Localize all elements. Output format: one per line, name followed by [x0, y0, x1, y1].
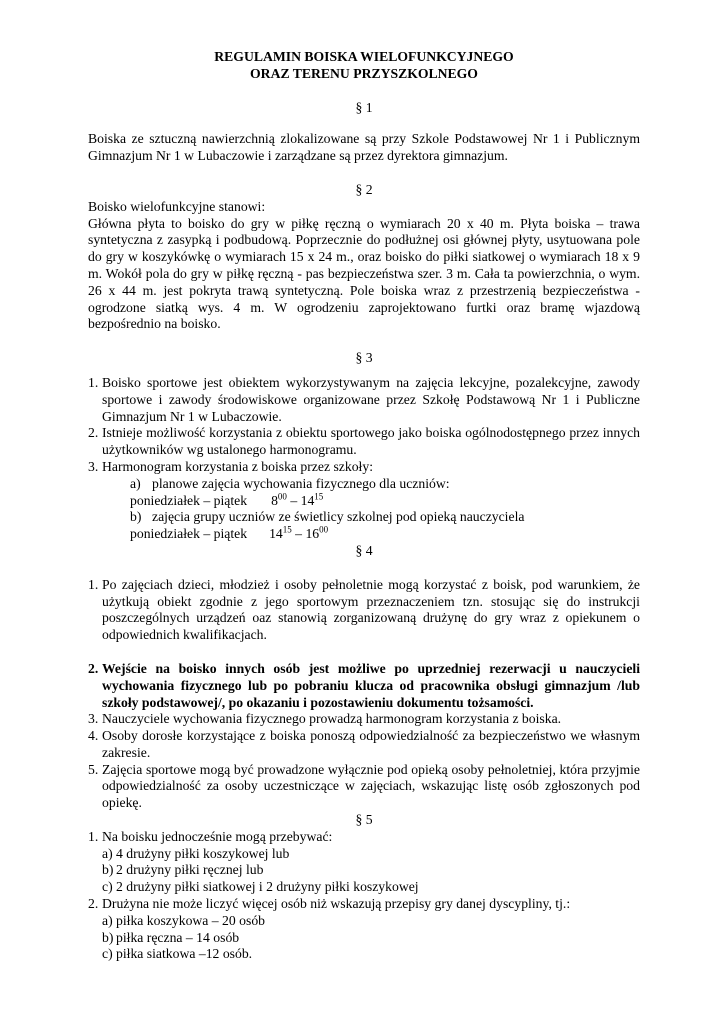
sub-item — [88, 930, 640, 947]
schedule-item-a — [130, 476, 640, 493]
time-from-minutes: 15 — [282, 524, 292, 535]
schedule-days: poniedziałek – piątek — [130, 492, 248, 508]
item-number: 1. — [88, 576, 99, 592]
list-item — [88, 728, 640, 762]
item-text: Zajęcia sportowe mogą być prowadzone wyłącznie pod opieką osoby pełnoletniej, która przyjmie odpowiedzialność za osoby uczestniczące w zajęciach, wskazując listę osób zgłoszonych pod opiekę. — [102, 761, 640, 811]
sub-text: 2 drużyny piłki ręcznej lub — [116, 862, 264, 878]
list-spacer — [88, 644, 640, 661]
sub-item — [88, 946, 640, 963]
sub-item — [88, 862, 640, 879]
title-line-2: ORAZ TERENU PRZYSZKOLNEGO — [250, 65, 478, 81]
sub-label: a) — [102, 912, 113, 928]
sub-label: b) — [102, 862, 114, 878]
section-5-list-2 — [88, 896, 640, 913]
sub-text: 4 drużyny piłki koszykowej lub — [116, 845, 290, 861]
schedule-days: poniedziałek – piątek — [130, 526, 248, 542]
item-number: 3. — [88, 711, 99, 727]
time-dash: – — [290, 492, 298, 508]
schedule-time-b — [130, 526, 640, 543]
schedule-label: b) — [130, 509, 142, 525]
time-from: 14 — [269, 526, 283, 542]
item-number: 2. — [88, 896, 99, 912]
item-text: Na boisku jednocześnie mogą przebywać: — [102, 828, 333, 844]
section-5-heading: § 5 — [355, 812, 373, 828]
section-5-list — [88, 829, 640, 846]
section-3-list — [88, 375, 640, 476]
item-text: Po zajęciach dzieci, młodzież i osoby pełnoletnie mogą korzystać z boisk, pod warunkiem, że użytkują obiekt zgodnie z jego sportowym przeznaczeniem tzn. stosując się do instrukcji poszczególnych urządzeń oaz stanowią zorganizowaną drużynę do gry wraz z opiekunem o odpowiednich kwalifikacjach. — [102, 576, 640, 643]
list-item — [88, 711, 640, 728]
list-item — [88, 577, 640, 644]
list-item — [88, 661, 640, 711]
sub-text: piłka koszykowa – 20 osób — [116, 912, 266, 928]
sub-label: a) — [102, 845, 113, 861]
section-1-text: Boiska ze sztuczną nawierzchnią zlokalizowane są przy Szkole Podstawowej Nr 1 i Publicznym Gimnazjum Nr 1 w Lubaczowie i zarządzane są przez dyrektora gimnazjum. — [88, 131, 640, 164]
schedule-time-a — [130, 490, 640, 510]
item-number: 5. — [88, 761, 99, 777]
item-number: 4. — [88, 728, 99, 744]
time-to-minutes: 00 — [319, 524, 329, 535]
section-2-text: Główna płyta to boisko do gry w piłkę ręczną o wymiarach 20 x 40 m. Płyta boiska – trawa syntetyczna z zasypką i podbudową. Poprzecznie do podłużnej osi głównej płyty, usytuowana pole do gry w koszykówkę o wymiarach 15 x 24 m., oraz boisko do piłki siatkowej o wymiarach 18 x 9 m. Wokół pola do gry w piłkę ręczną - pas bezpieczeństwa szer. 3 m. Cała ta powierzchnia, o wym. 26 x 44 m. jest pokryta trawą syntetyczną. Pole boiska wraz z przestrzenią bezpieczeństwa - ogrodzone siatką wys. 4 m. W ogrodzeniu zaprojektowano furtki oraz bramę wjazdową bezpośrednio na boisko. — [88, 215, 640, 332]
list-item — [88, 375, 640, 425]
list-item — [88, 425, 640, 459]
list-item — [88, 896, 640, 913]
time-to: 14 — [300, 492, 315, 508]
section-3-heading: § 3 — [355, 350, 373, 366]
time-to-minutes: 15 — [314, 490, 324, 501]
title-line-1: REGULAMIN BOISKA WIELOFUNKCYJNEGO — [214, 49, 514, 64]
item-text: Boisko sportowe jest obiektem wykorzystywanym na zajęcia lekcyjne, pozalekcyjne, zawody sportowe i zawody środowiskowe organizowane przez Szkołę Podstawową Nr 1 i Publiczne Gimnazjum Nr 1 w Lubaczowie. — [102, 374, 640, 424]
item-number: 3. — [88, 458, 99, 474]
sub-label: c) — [102, 946, 113, 962]
list-item — [88, 762, 640, 812]
sub-label: b) — [102, 929, 114, 945]
sub-item — [88, 846, 640, 863]
section-1-heading: § 1 — [355, 99, 373, 115]
time-dash: – — [295, 526, 303, 542]
document-page — [88, 49, 640, 963]
time-from: 8 — [271, 492, 278, 508]
schedule-item-b — [130, 509, 640, 526]
list-item — [88, 459, 640, 476]
item-text: Wejście na boisko innych osób jest możliwe po uprzedniej rezerwacji u nauczycieli wychowania fizycznego lub po pobraniu klucza od pracownika obsługi gimnazjum /lub szkoły podstawowej/, po okazaniu i pozostawieniu dokumentu tożsamości. — [102, 660, 640, 710]
document-title — [88, 49, 640, 83]
section-2-intro: Boisko wielofunkcyjne stanowi: — [88, 198, 266, 214]
item-number: 1. — [88, 374, 99, 390]
item-text: Osoby dorosłe korzystające z boiska ponoszą odpowiedzialność za bezpieczeństwo we własnym zakresie. — [102, 728, 640, 760]
schedule-text: zajęcia grupy uczniów ze świetlicy szkolnej pod opieką nauczyciela — [152, 509, 525, 525]
item-number: 1. — [88, 828, 99, 844]
item-text: Harmonogram korzystania z boiska przez szkoły: — [102, 458, 373, 474]
sub-label: c) — [102, 879, 113, 895]
section-4-list — [88, 577, 640, 812]
sub-text: piłka ręczna – 14 osób — [116, 929, 240, 945]
item-text: Drużyna nie może liczyć więcej osób niż wskazują przepisy gry danej dyscypliny, tj.: — [102, 896, 571, 912]
item-number: 2. — [88, 660, 99, 676]
sub-text: piłka siatkowa –12 osób. — [116, 946, 253, 962]
schedule-text: planowe zajęcia wychowania fizycznego dla uczniów: — [152, 475, 450, 491]
schedule-label: a) — [130, 475, 141, 491]
section-2-heading: § 2 — [355, 181, 373, 197]
sub-item — [88, 913, 640, 930]
item-text: Istnieje możliwość korzystania z obiektu sportowego jako boiska ogólnodostępnego przez innych użytkowników wg ustalonego harmonogramu. — [102, 425, 640, 458]
item-text: Nauczyciele wychowania fizycznego prowadzą harmonogram korzystania z boiska. — [102, 711, 562, 727]
sub-item — [88, 879, 640, 896]
item-number: 2. — [88, 425, 99, 441]
sub-text: 2 drużyny piłki siatkowej i 2 drużyny piłki koszykowej — [116, 879, 419, 895]
list-item — [88, 829, 640, 846]
time-to: 16 — [305, 526, 320, 542]
section-4-heading: § 4 — [355, 542, 373, 558]
time-from-minutes: 00 — [277, 490, 287, 501]
